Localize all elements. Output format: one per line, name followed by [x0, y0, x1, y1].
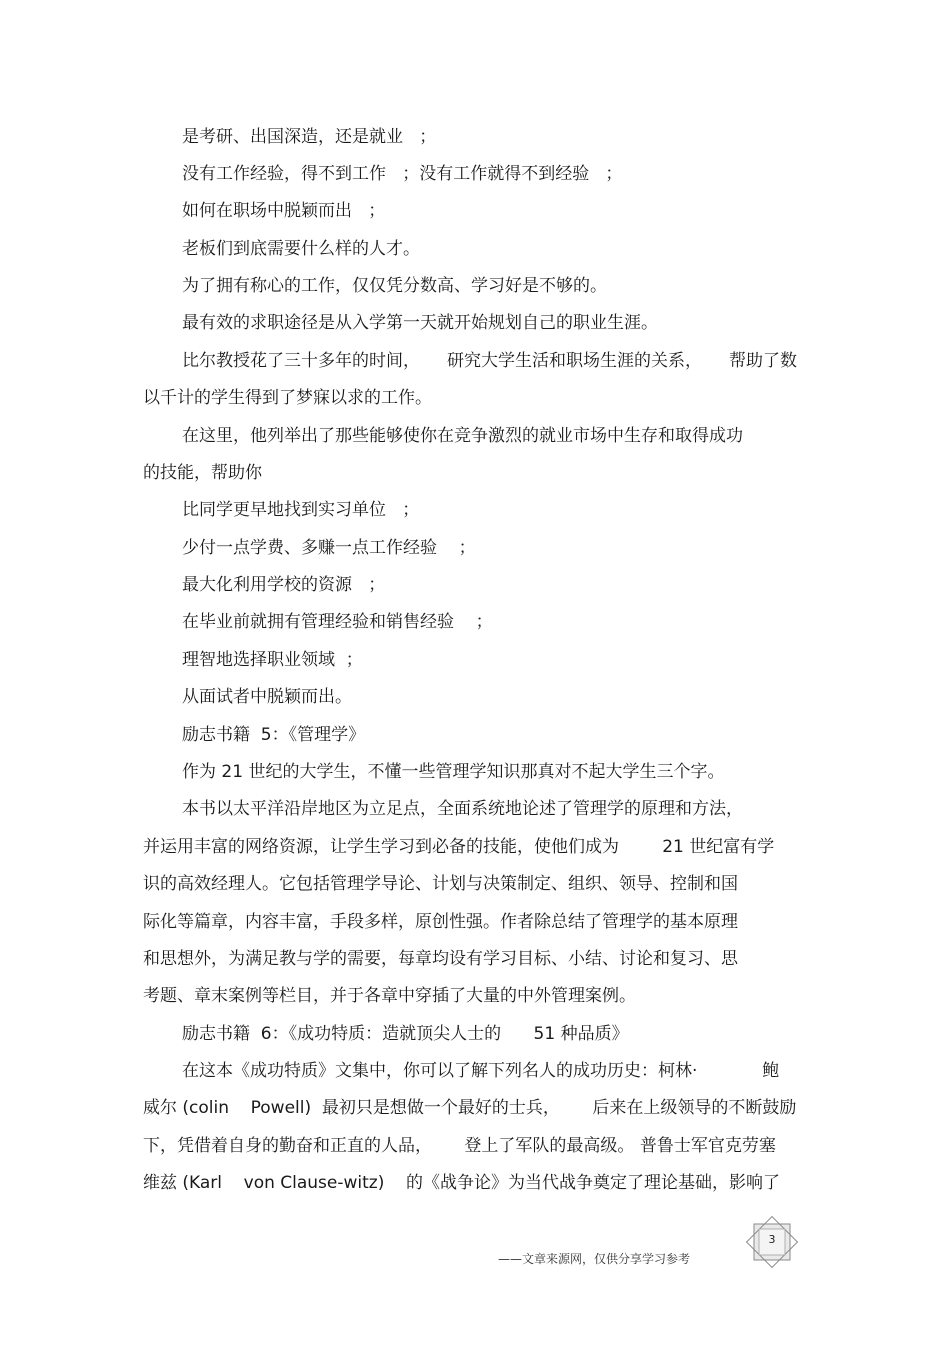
body-line: 的技能，帮助你: [143, 463, 262, 483]
body-line: 最有效的求职途径是从入学第一天就开始规划自己的职业生涯。: [182, 313, 658, 333]
body-line: 少付一点学费、多赚一点工作经验 ；: [182, 538, 476, 558]
body-line: 在这本《成功特质》文集中，你可以了解下列名人的成功历史：柯林· 鲍: [182, 1061, 780, 1081]
body-line: 为了拥有称心的工作，仅仅凭分数高、学习好是不够的。: [182, 276, 607, 296]
body-line: 比尔教授花了三十多年的时间， 研究大学生活和职场生涯的关系， 帮助了数: [182, 351, 798, 371]
body-line: 下，凭借着自身的勤奋和正直的人品， 登上了军队的最高级。 普鲁士军官克劳塞: [143, 1136, 776, 1156]
body-line: 以千计的学生得到了梦寐以求的工作。: [143, 388, 432, 408]
body-line: 并运用丰富的网络资源，让学生学习到必备的技能，使他们成为 21 世纪富有学: [143, 837, 775, 857]
body-line: 际化等篇章，内容丰富，手段多样，原创性强。作者除总结了管理学的基本原理: [143, 912, 738, 932]
body-line: 作为 21 世纪的大学生，不懂一些管理学知识那真对不起大学生三个字。: [182, 762, 725, 782]
body-line: 威尔 (colin Powell) 最初只是想做一个最好的士兵， 后来在上级领导的不断鼓励: [143, 1098, 797, 1118]
body-line: 识的高效经理人。它包括管理学导论、计划与决策制定、组织、领导、控制和国: [143, 874, 738, 894]
body-line: 本书以太平洋沿岸地区为立足点，全面系统地论述了管理学的原理和方法，: [182, 799, 743, 819]
body-line: 考题、章末案例等栏目，并于各章中穿插了大量的中外管理案例。: [143, 986, 636, 1006]
body-line: 维兹 (Karl von Clause-witz) 的《战争论》为当代战争奠定了理论基础，影响了: [143, 1173, 780, 1193]
body-line: 和思想外，为满足教与学的需要，每章均设有学习目标、小结、讨论和复习、思: [143, 949, 738, 969]
page-number-badge: [745, 1215, 799, 1269]
body-line: 如何在职场中脱颖而出 ；: [182, 201, 386, 221]
body-line: 理智地选择职业领域 ；: [182, 650, 363, 670]
page-number: 3: [768, 1233, 776, 1246]
body-line: 没有工作经验，得不到工作 ；没有工作就得不到经验 ；: [182, 164, 623, 184]
body-line: 老板们到底需要什么样的人才。: [182, 239, 420, 259]
body-line: 最大化利用学校的资源 ；: [182, 575, 386, 595]
source-note: ——文章来源网，仅供分享学习参考: [498, 1252, 691, 1266]
body-line: 在这里，他列举出了那些能够使你在竞争激烈的就业市场中生存和取得成功: [182, 426, 743, 446]
section-heading: 励志书籍 6：《成功特质：造就顶尖人士的 51 种品质》: [182, 1024, 629, 1044]
section-heading: 励志书籍 5：《管理学》: [182, 725, 366, 745]
body-line: 在毕业前就拥有管理经验和销售经验 ；: [182, 612, 493, 632]
body-line: 比同学更早地找到实习单位 ；: [182, 500, 420, 520]
body-line: 从面试者中脱颖而出。: [182, 687, 352, 707]
body-line: 是考研、出国深造，还是就业 ；: [182, 127, 437, 147]
